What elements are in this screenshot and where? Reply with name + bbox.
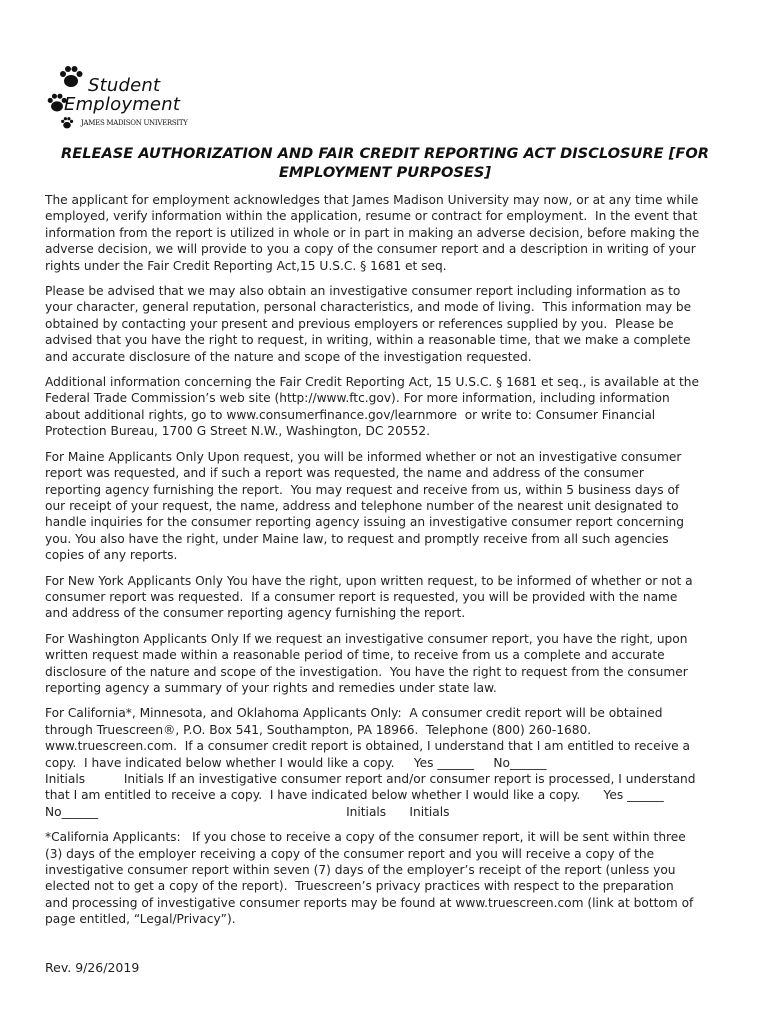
paragraph-line: For Maine Applicants Only Upon request, you will be informed whether or not an investigative consumer: [45, 449, 682, 464]
paragraph-line: Federal Trade Commission’s web site (http://www.ftc.gov). For more information, including information: [45, 391, 670, 406]
paragraph-line: obtained by contacting your present and previous employers or references supplied by you. Please be: [45, 316, 674, 331]
paragraph-line: For New York Applicants Only You have the right, upon written request, to be informed of whether or not a: [45, 573, 693, 588]
paragraph-line: our receipt of your request, the name, address and telephone number of the nearest unit designated to: [45, 498, 679, 513]
paragraph-line: (3) days of the employer receiving a copy of the consumer report and you will receive a copy of the: [45, 846, 655, 861]
paragraph-line: copy. I have indicated below whether I would like a copy. Yes ______ No______: [45, 755, 547, 770]
student-employment-logo: [44, 64, 204, 132]
paragraph-line: Additional information concerning the Fair Credit Reporting Act, 15 U.S.C. § 1681 et seq., is available at the: [45, 375, 699, 390]
paragraph-line: investigative consumer report within seven (7) days of the employer’s receipt of the report (unless you: [45, 863, 676, 878]
logo-line-employment: Employment: [64, 94, 181, 115]
paragraph-line: reporting agency a summary of your rights and remedies under state law.: [45, 680, 497, 695]
paragraph-line: that I am entitled to receive a copy. I have indicated below whether I would like a copy. Yes ______: [45, 788, 664, 803]
paw-print-icon: [60, 116, 74, 130]
paragraph-line: reporting agency furnishing the report. You may request and receive from us, within 5 business days of: [45, 482, 680, 497]
disclosure-paragraph: [45, 705, 730, 820]
paragraph-line: copies of any reports.: [45, 548, 178, 563]
paragraph-line: No______ Initials Initials: [45, 804, 450, 819]
paragraph-line: handle inquiries for the consumer reporting agency issuing an investigative consumer report concerning: [45, 515, 685, 530]
paragraph-line: you. You also have the right, under Maine law, to request and promptly receive from all such agencies: [45, 531, 669, 546]
paragraph-line: For California*, Minnesota, and Oklahoma Applicants Only: A consumer credit report will be obtained: [45, 706, 663, 721]
disclosure-paragraph: [45, 449, 730, 564]
paragraph-line: For Washington Applicants Only If we request an investigative consumer report, you have the right, upon: [45, 631, 688, 646]
paragraph-line: and processing of investigative consumer reports may be found at www.truescreen.com (link at bottom of: [45, 895, 694, 910]
paragraph-line: adverse decision, we will provide to you a copy of the consumer report and a description in writing of your: [45, 242, 696, 257]
disclosure-paragraph: [45, 573, 730, 622]
paragraph-line: rights under the Fair Credit Reporting Act,15 U.S.C. § 1681 et seq.: [45, 258, 447, 273]
paragraph-line: advised that you have the right to request, in writing, within a reasonable time, that we make a complete: [45, 333, 691, 348]
paragraph-line: and address of the consumer reporting agency furnishing the report.: [45, 606, 466, 621]
disclosure-paragraph: [45, 631, 730, 697]
title-line: RELEASE AUTHORIZATION AND FAIR CREDIT REPORTING ACT DISCLOSURE [FOR: [61, 145, 709, 162]
disclosure-paragraph: [45, 829, 730, 927]
paragraph-line: www.truescreen.com. If a consumer credit report is obtained, I understand that I am entitled to receive a: [45, 739, 691, 754]
logo-line-university: JAMES MADISON UNIVERSITY: [81, 119, 188, 127]
disclosure-body: [45, 192, 730, 937]
paragraph-line: employed, verify information within the application, resume or contract for employment. In the event that: [45, 209, 698, 224]
paragraph-line: The applicant for employment acknowledges that James Madison University may now, or at any time while: [45, 193, 699, 207]
paragraph-line: page entitled, “Legal/Privacy”).: [45, 912, 236, 927]
paragraph-line: report was requested, and if such a report was requested, the name and address of the consumer: [45, 466, 644, 481]
paragraph-line: Protection Bureau, 1700 G Street N.W., Washington, DC 20552.: [45, 424, 430, 439]
title-line: EMPLOYMENT PURPOSES]: [278, 164, 492, 181]
disclosure-paragraph: [45, 192, 730, 274]
paragraph-line: information from the report is utilized in whole or in part in making an adverse decision, before making the: [45, 225, 700, 240]
paragraph-line: and accurate disclosure of the nature and scope of the investigation requested.: [45, 349, 532, 364]
paragraph-line: about additional rights, go to www.consumerfinance.gov/learnmore or write to: Consumer Financial: [45, 407, 656, 422]
paragraph-line: through Truescreen®, P.O. Box 541, Southampton, PA 18966. Telephone (800) 260-1680.: [45, 722, 592, 737]
logo-line-student: Student: [88, 75, 161, 96]
paragraph-line: *California Applicants: If you chose to receive a copy of the consumer report, it will be sent within three: [45, 830, 686, 845]
paragraph-line: your character, general reputation, personal characteristics, and mode of living. This information may be: [45, 300, 692, 315]
document-title: [40, 144, 730, 182]
disclosure-paragraph: [45, 374, 730, 440]
revision-date: Rev. 9/26/2019: [45, 960, 140, 975]
disclosure-paragraph: [45, 283, 730, 365]
paragraph-line: disclosure of the nature and scope of the investigation. You have the right to request from the consumer: [45, 664, 688, 679]
paragraph-line: consumer report was requested. If a consumer report is requested, you will be provided with the name: [45, 589, 678, 604]
paragraph-line: elected not to get a copy of the report). Truescreen’s privacy practices with respect to the preparation: [45, 879, 674, 894]
paragraph-line: Please be advised that we may also obtain an investigative consumer report including information as to: [45, 284, 681, 299]
paragraph-line: written request made within a reasonable period of time, to receive from us a complete and accurate: [45, 648, 665, 663]
paw-print-icon: [58, 64, 84, 90]
paragraph-line: Initials Initials If an investigative consumer report and/or consumer report is processed, I understand: [45, 772, 696, 786]
